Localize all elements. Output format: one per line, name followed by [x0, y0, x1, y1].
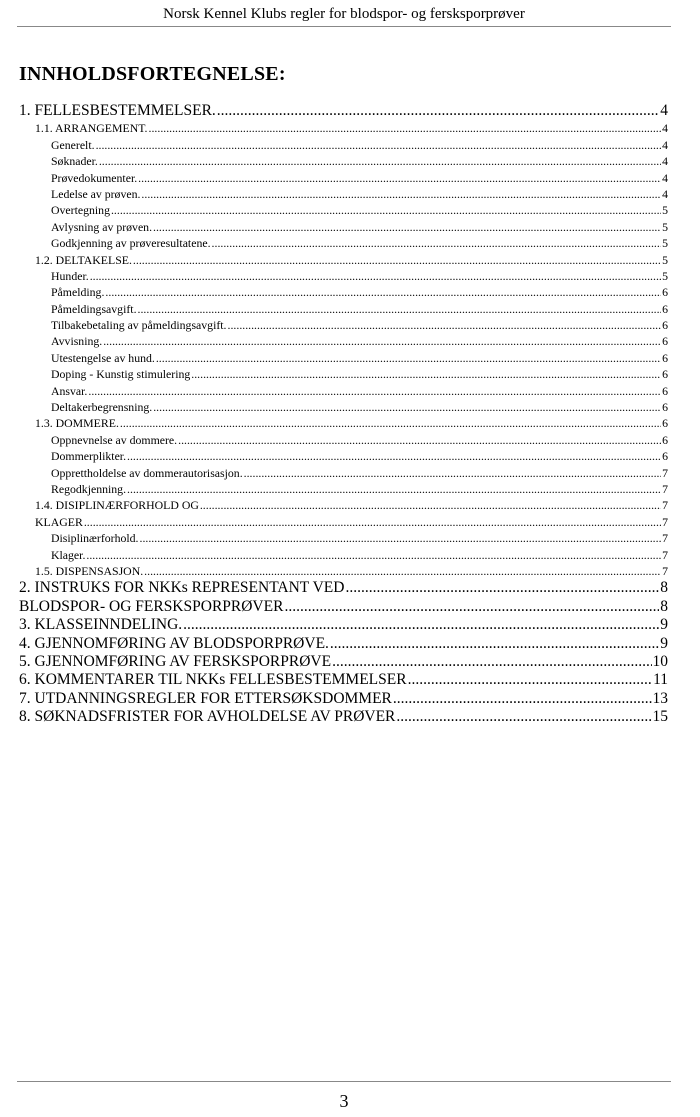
toc-entry[interactable] — [19, 579, 668, 597]
toc-entry-page: 7 — [662, 514, 668, 529]
toc-entry-title: KLAGER — [35, 514, 83, 529]
toc-entry-title: 3. KLASSEINNDELING. — [19, 616, 183, 634]
toc-entry-page: 4 — [662, 121, 668, 136]
toc-dot-leader — [191, 366, 661, 382]
toc-entry[interactable] — [19, 383, 668, 399]
toc-entry[interactable] — [19, 202, 668, 218]
toc-dot-leader — [141, 186, 661, 202]
toc-entry[interactable] — [19, 137, 668, 153]
toc-entry-title: 1.1. ARRANGEMENT. — [35, 121, 148, 136]
toc-entry-page: 6 — [662, 350, 668, 365]
toc-entry-page: 4 — [662, 170, 668, 185]
toc-dot-leader — [396, 708, 651, 726]
toc-dot-leader — [133, 252, 661, 268]
toc-entry-title: Ledelse av prøven. — [51, 186, 141, 201]
toc-entry[interactable] — [19, 547, 668, 563]
toc-entry-page: 4 — [662, 186, 668, 201]
toc-dot-leader — [140, 530, 662, 546]
toc-entry-page: 6 — [662, 432, 668, 447]
toc-dot-leader — [144, 563, 661, 579]
toc-dot-leader — [120, 415, 661, 431]
toc-dot-leader — [345, 579, 659, 597]
toc-entry[interactable] — [19, 690, 668, 708]
toc-entry-title: Overtegning — [51, 203, 110, 218]
toc-dot-leader — [393, 690, 652, 708]
toc-entry-page: 7 — [662, 563, 668, 578]
toc-entry[interactable] — [19, 219, 668, 235]
toc-dot-leader — [178, 432, 661, 448]
toc-entry[interactable] — [19, 563, 668, 579]
toc-entry-page: 7 — [662, 498, 668, 513]
toc-entry[interactable] — [19, 598, 668, 616]
toc-entry-title: Hunder. — [51, 268, 89, 283]
toc-entry[interactable] — [19, 514, 668, 530]
toc-entry-title: Påmelding. — [51, 285, 105, 300]
toc-entry-title: 8. SØKNADSFRISTER FOR AVHOLDELSE AV PRØVER — [19, 708, 396, 726]
toc-entry-page: 5 — [662, 236, 668, 251]
toc-entry-page: 7 — [662, 481, 668, 496]
toc-entry-page: 4 — [662, 137, 668, 152]
toc-entry-page: 9 — [660, 634, 668, 652]
toc-entry-title: 1.5. DISPENSASJON. — [35, 563, 144, 578]
toc-entry[interactable] — [19, 170, 668, 186]
toc-entry[interactable] — [19, 268, 668, 284]
toc-entry-title: Oppnevnelse av dommere. — [51, 432, 178, 447]
toc-entry-page: 8 — [660, 579, 668, 597]
toc-entry-page: 5 — [662, 203, 668, 218]
toc-entry-page: 5 — [662, 252, 668, 267]
toc-dot-leader — [408, 671, 653, 689]
toc-entry[interactable] — [19, 616, 668, 634]
toc-entry-title: 4. GJENNOMFØRING AV BLODSPORPRØVE. — [19, 634, 329, 652]
toc-entry[interactable] — [19, 252, 668, 268]
toc-entry-title: 1.3. DOMMERE. — [35, 416, 119, 431]
toc-entry-page: 13 — [652, 689, 668, 707]
toc-entry-title: Dommerplikter. — [51, 449, 127, 464]
toc-dot-leader — [111, 202, 661, 218]
toc-entry-page: 8 — [660, 597, 668, 615]
toc-dot-leader — [84, 514, 661, 530]
toc-entry[interactable] — [19, 333, 668, 349]
toc-entry[interactable] — [19, 235, 668, 251]
toc-entry-page: 6 — [662, 285, 668, 300]
toc-entry-title: 1. FELLESBESTEMMELSER. — [19, 102, 216, 119]
toc-entry-title: Godkjenning av prøveresultatene. — [51, 236, 211, 251]
toc-dot-leader — [217, 102, 659, 120]
page-number: 3 — [339, 1091, 349, 1111]
toc-entry-title: Disiplinærforhold. — [51, 531, 139, 546]
toc-entry-title: 6. KOMMENTARER TIL NKKs FELLESBESTEMMELSER — [19, 671, 407, 689]
toc-entry-page: 5 — [662, 219, 668, 234]
toc-entry-page: 6 — [662, 334, 668, 349]
toc-entry-page: 6 — [662, 383, 668, 398]
toc-entry[interactable] — [19, 350, 668, 366]
toc-entry[interactable] — [19, 448, 668, 464]
running-header — [17, 4, 671, 27]
table-of-contents — [19, 102, 668, 726]
toc-entry[interactable] — [19, 481, 668, 497]
toc-entry-title: Tilbakebetaling av påmeldingsavgift. — [51, 318, 227, 333]
toc-entry[interactable] — [19, 186, 668, 202]
toc-entry-title: 1.2. DELTAKELSE. — [35, 252, 132, 267]
toc-dot-leader — [99, 153, 661, 169]
toc-entry-title: 1.4. DISIPLINÆRFORHOLD OG — [35, 498, 199, 513]
toc-entry[interactable] — [19, 284, 668, 300]
toc-entry-page: 7 — [662, 465, 668, 480]
toc-dot-leader — [105, 284, 661, 300]
toc-entry-title: Avvisning. — [51, 334, 103, 349]
toc-dot-leader — [88, 383, 661, 399]
toc-dot-leader — [138, 170, 661, 186]
toc-entry-page: 6 — [662, 367, 668, 382]
toc-entry-title: Klager. — [51, 547, 86, 562]
toc-entry[interactable] — [19, 102, 668, 120]
toc-entry[interactable] — [19, 153, 668, 169]
toc-dot-leader — [330, 635, 659, 653]
toc-entry-title: BLODSPOR- OG FERSKSPORPRØVER — [19, 597, 284, 615]
toc-entry-page: 6 — [662, 416, 668, 431]
toc-entry-title: Søknader. — [51, 154, 98, 169]
toc-entry-page: 6 — [662, 449, 668, 464]
toc-entry-title: 7. UTDANNINGSREGLER FOR ETTERSØKSDOMMER — [19, 689, 392, 707]
toc-entry-page: 15 — [652, 708, 668, 726]
toc-entry-page: 11 — [653, 671, 668, 689]
toc-dot-leader — [153, 399, 661, 415]
toc-dot-leader — [332, 653, 651, 671]
toc-entry[interactable] — [19, 366, 668, 382]
toc-entry-title: Regodkjenning. — [51, 481, 127, 496]
toc-dot-leader — [153, 219, 661, 235]
running-footer — [17, 1081, 671, 1112]
toc-entry[interactable] — [19, 317, 668, 333]
toc-dot-leader — [90, 268, 661, 284]
toc-dot-leader — [86, 547, 661, 563]
toc-title: INNHOLDSFORTEGNELSE: — [19, 63, 286, 85]
toc-entry[interactable] — [19, 120, 668, 136]
toc-entry[interactable] — [19, 708, 668, 726]
toc-entry[interactable] — [19, 497, 668, 513]
toc-entry-page: 7 — [662, 531, 668, 546]
toc-entry-page: 10 — [652, 652, 668, 670]
toc-entry[interactable] — [19, 415, 668, 431]
toc-entry-title: Prøvedokumenter. — [51, 170, 138, 185]
toc-entry[interactable] — [19, 635, 668, 653]
toc-entry-title: Påmeldingsavgift. — [51, 301, 137, 316]
toc-entry-title: 2. INSTRUKS FOR NKKs REPRESENTANT VED — [19, 579, 345, 597]
toc-dot-leader — [228, 317, 662, 333]
toc-dot-leader — [200, 497, 661, 513]
toc-entry[interactable] — [19, 530, 668, 546]
toc-dot-leader — [156, 350, 661, 366]
toc-entry-title: Generelt. — [51, 137, 95, 152]
toc-dot-leader — [149, 120, 662, 136]
toc-entry-page: 6 — [662, 400, 668, 415]
toc-entry-title: Ansvar. — [51, 383, 88, 398]
toc-entry-page: 6 — [662, 301, 668, 316]
toc-entry[interactable] — [19, 432, 668, 448]
toc-entry-title: Doping - Kunstig stimulering — [51, 367, 191, 382]
toc-dot-leader — [96, 137, 662, 153]
toc-entry-title: Avlysning av prøven. — [51, 219, 153, 234]
toc-dot-leader — [127, 448, 661, 464]
toc-entry-page: 4 — [660, 102, 668, 119]
running-header-text: Norsk Kennel Klubs regler for blodspor- og fersksporprøver — [163, 6, 525, 22]
toc-dot-leader — [127, 481, 661, 497]
toc-entry-page: 9 — [660, 616, 668, 634]
toc-entry[interactable] — [19, 465, 668, 481]
toc-entry-title: Opprettholdelse av dommerautorisasjon. — [51, 465, 243, 480]
toc-entry-page: 4 — [662, 154, 668, 169]
toc-entry[interactable] — [19, 399, 668, 415]
toc-entry[interactable] — [19, 671, 668, 689]
toc-entry-title: Deltakerbegrensning. — [51, 400, 153, 415]
toc-entry[interactable] — [19, 301, 668, 317]
toc-dot-leader — [138, 301, 662, 317]
toc-dot-leader — [212, 235, 662, 251]
toc-entry-page: 6 — [662, 318, 668, 333]
toc-dot-leader — [244, 465, 661, 481]
toc-dot-leader — [284, 598, 659, 616]
toc-dot-leader — [183, 616, 659, 634]
toc-entry-title: Utestengelse av hund. — [51, 350, 155, 365]
toc-entry-title: 5. GJENNOMFØRING AV FERSKSPORPRØVE — [19, 652, 332, 670]
toc-entry[interactable] — [19, 653, 668, 671]
toc-entry-page: 5 — [662, 268, 668, 283]
toc-entry-page: 7 — [662, 547, 668, 562]
toc-dot-leader — [103, 333, 661, 349]
